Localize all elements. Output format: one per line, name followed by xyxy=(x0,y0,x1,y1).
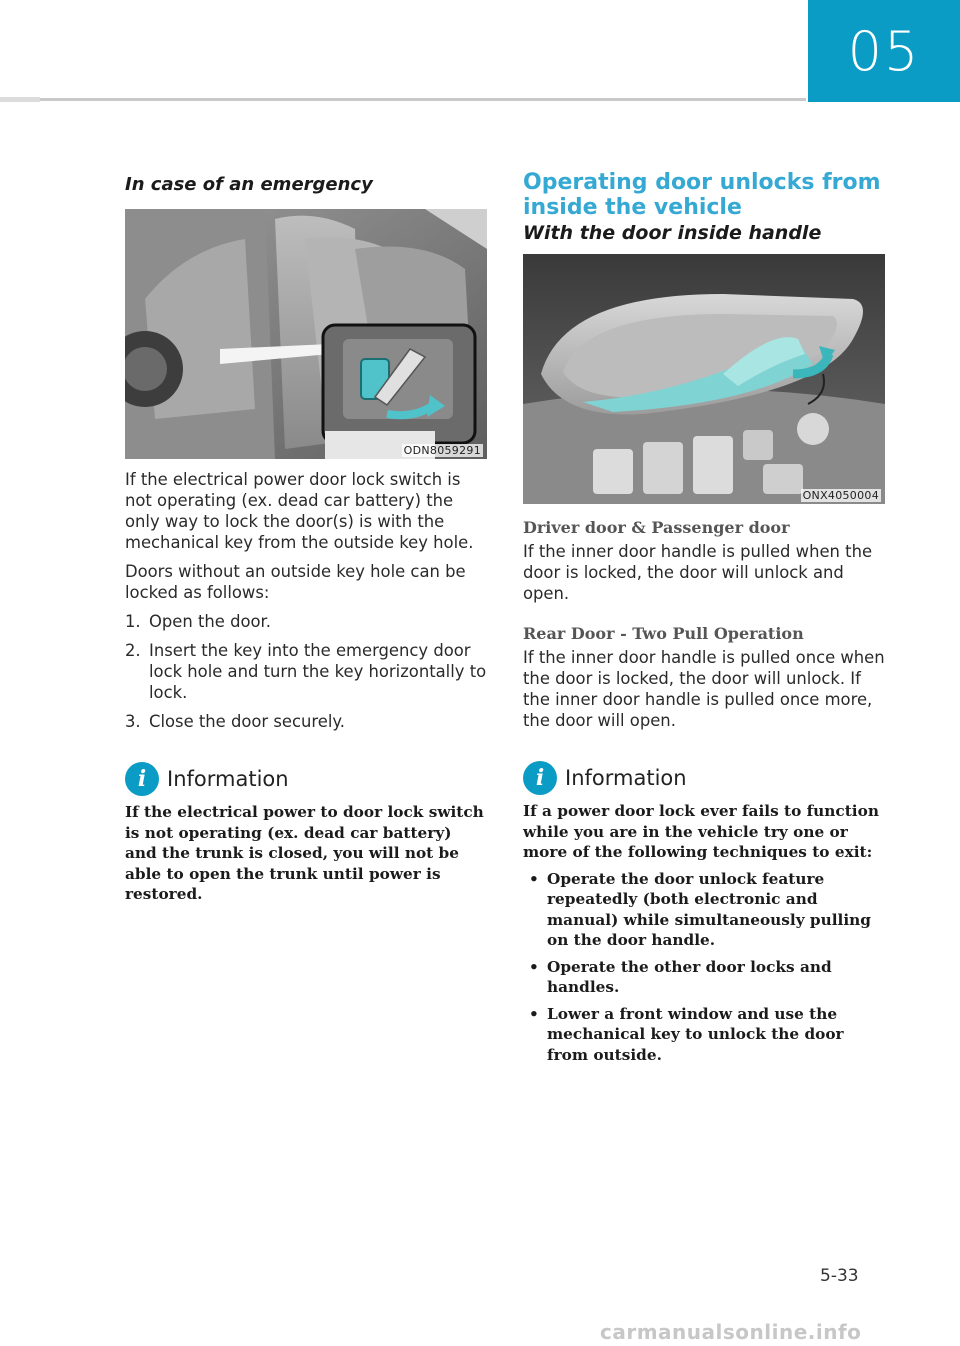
list-item xyxy=(523,1004,885,1066)
emergency-lock-figure xyxy=(125,209,487,459)
info-title: Information xyxy=(565,766,687,790)
step-number: 3. xyxy=(125,712,141,731)
header-rule-accent xyxy=(0,97,40,102)
rear-door-body xyxy=(523,647,885,731)
bullet-text: Operate the other door locks and handles. xyxy=(547,957,832,996)
paragraph: If the inner door handle is pulled when the door is locked, the door will unlock and open. xyxy=(523,542,873,603)
driver-door-body xyxy=(523,541,885,604)
list-item xyxy=(125,711,487,732)
bullet-dot: • xyxy=(529,1004,539,1023)
driver-door-heading: Driver door & Passenger door xyxy=(523,518,790,537)
chapter-tab: 05 xyxy=(808,0,960,102)
info-header xyxy=(125,762,487,796)
door-handle-figure xyxy=(523,254,885,504)
step-text: Open the door. xyxy=(149,612,272,631)
bullet-dot: • xyxy=(529,869,539,888)
info-icon: i xyxy=(125,762,159,796)
paragraph: If a power door lock ever fails to function while you are in the vehicle try one or more of the following techniques to exit: xyxy=(523,802,879,861)
door-lock-illustration xyxy=(125,209,487,459)
emergency-body xyxy=(125,469,487,732)
list-item xyxy=(523,869,885,951)
list-item xyxy=(125,611,487,632)
info-text xyxy=(125,802,487,905)
list-item xyxy=(523,957,885,998)
paragraph: If the electrical power to door lock switch is not operating (ex. dead car battery) and the trunk is closed, you will not be able to open the trunk until power is restored. xyxy=(125,803,484,903)
steps-list xyxy=(125,611,487,732)
emergency-heading: In case of an emergency xyxy=(125,174,373,195)
info-title: Information xyxy=(167,767,289,791)
info-icon: i xyxy=(523,761,557,795)
step-text: Insert the key into the emergency door lock hole and turn the key horizontally to lock. xyxy=(149,641,487,702)
step-number: 1. xyxy=(125,612,141,631)
bullet-text: Operate the door unlock feature repeatedly (both electronic and manual) while simultaneously pulling on the door handle. xyxy=(547,869,871,949)
rear-door-heading: Rear Door - Two Pull Operation xyxy=(523,624,804,643)
paragraph: If the inner door handle is pulled once when the door is locked, the door will unlock. If the inner door handle is pulled once more, the door will open. xyxy=(523,648,885,730)
door-handle-illustration xyxy=(523,254,885,504)
subheading: With the door inside handle xyxy=(523,222,822,244)
figure-code: ONX4050004 xyxy=(802,489,879,502)
paragraph: If the electrical power door lock switch is not operating (ex. dead car battery) the only way to lock the door(s) is with the mechanical key from the outside key hole. xyxy=(125,470,474,552)
left-column xyxy=(125,170,487,911)
info-text xyxy=(523,801,885,1065)
info-header xyxy=(523,761,885,795)
step-text: Close the door securely. xyxy=(149,712,345,731)
header-rule xyxy=(0,98,806,101)
figure-code: ODN8059291 xyxy=(403,444,481,457)
section-title: Operating door unlocks from inside the vehicle xyxy=(523,170,881,220)
paragraph: Doors without an outside key hole can be locked as follows: xyxy=(125,562,466,602)
watermark: carmanualsonline.info xyxy=(600,1320,862,1344)
bullet-text: Lower a front window and use the mechanical key to unlock the door from outside. xyxy=(547,1004,844,1064)
list-item xyxy=(125,640,487,703)
bullet-dot: • xyxy=(529,957,539,976)
page-number: 5-33 xyxy=(820,1266,859,1286)
info-bullets xyxy=(523,869,885,1066)
step-number: 2. xyxy=(125,641,141,660)
right-column xyxy=(523,170,885,1071)
